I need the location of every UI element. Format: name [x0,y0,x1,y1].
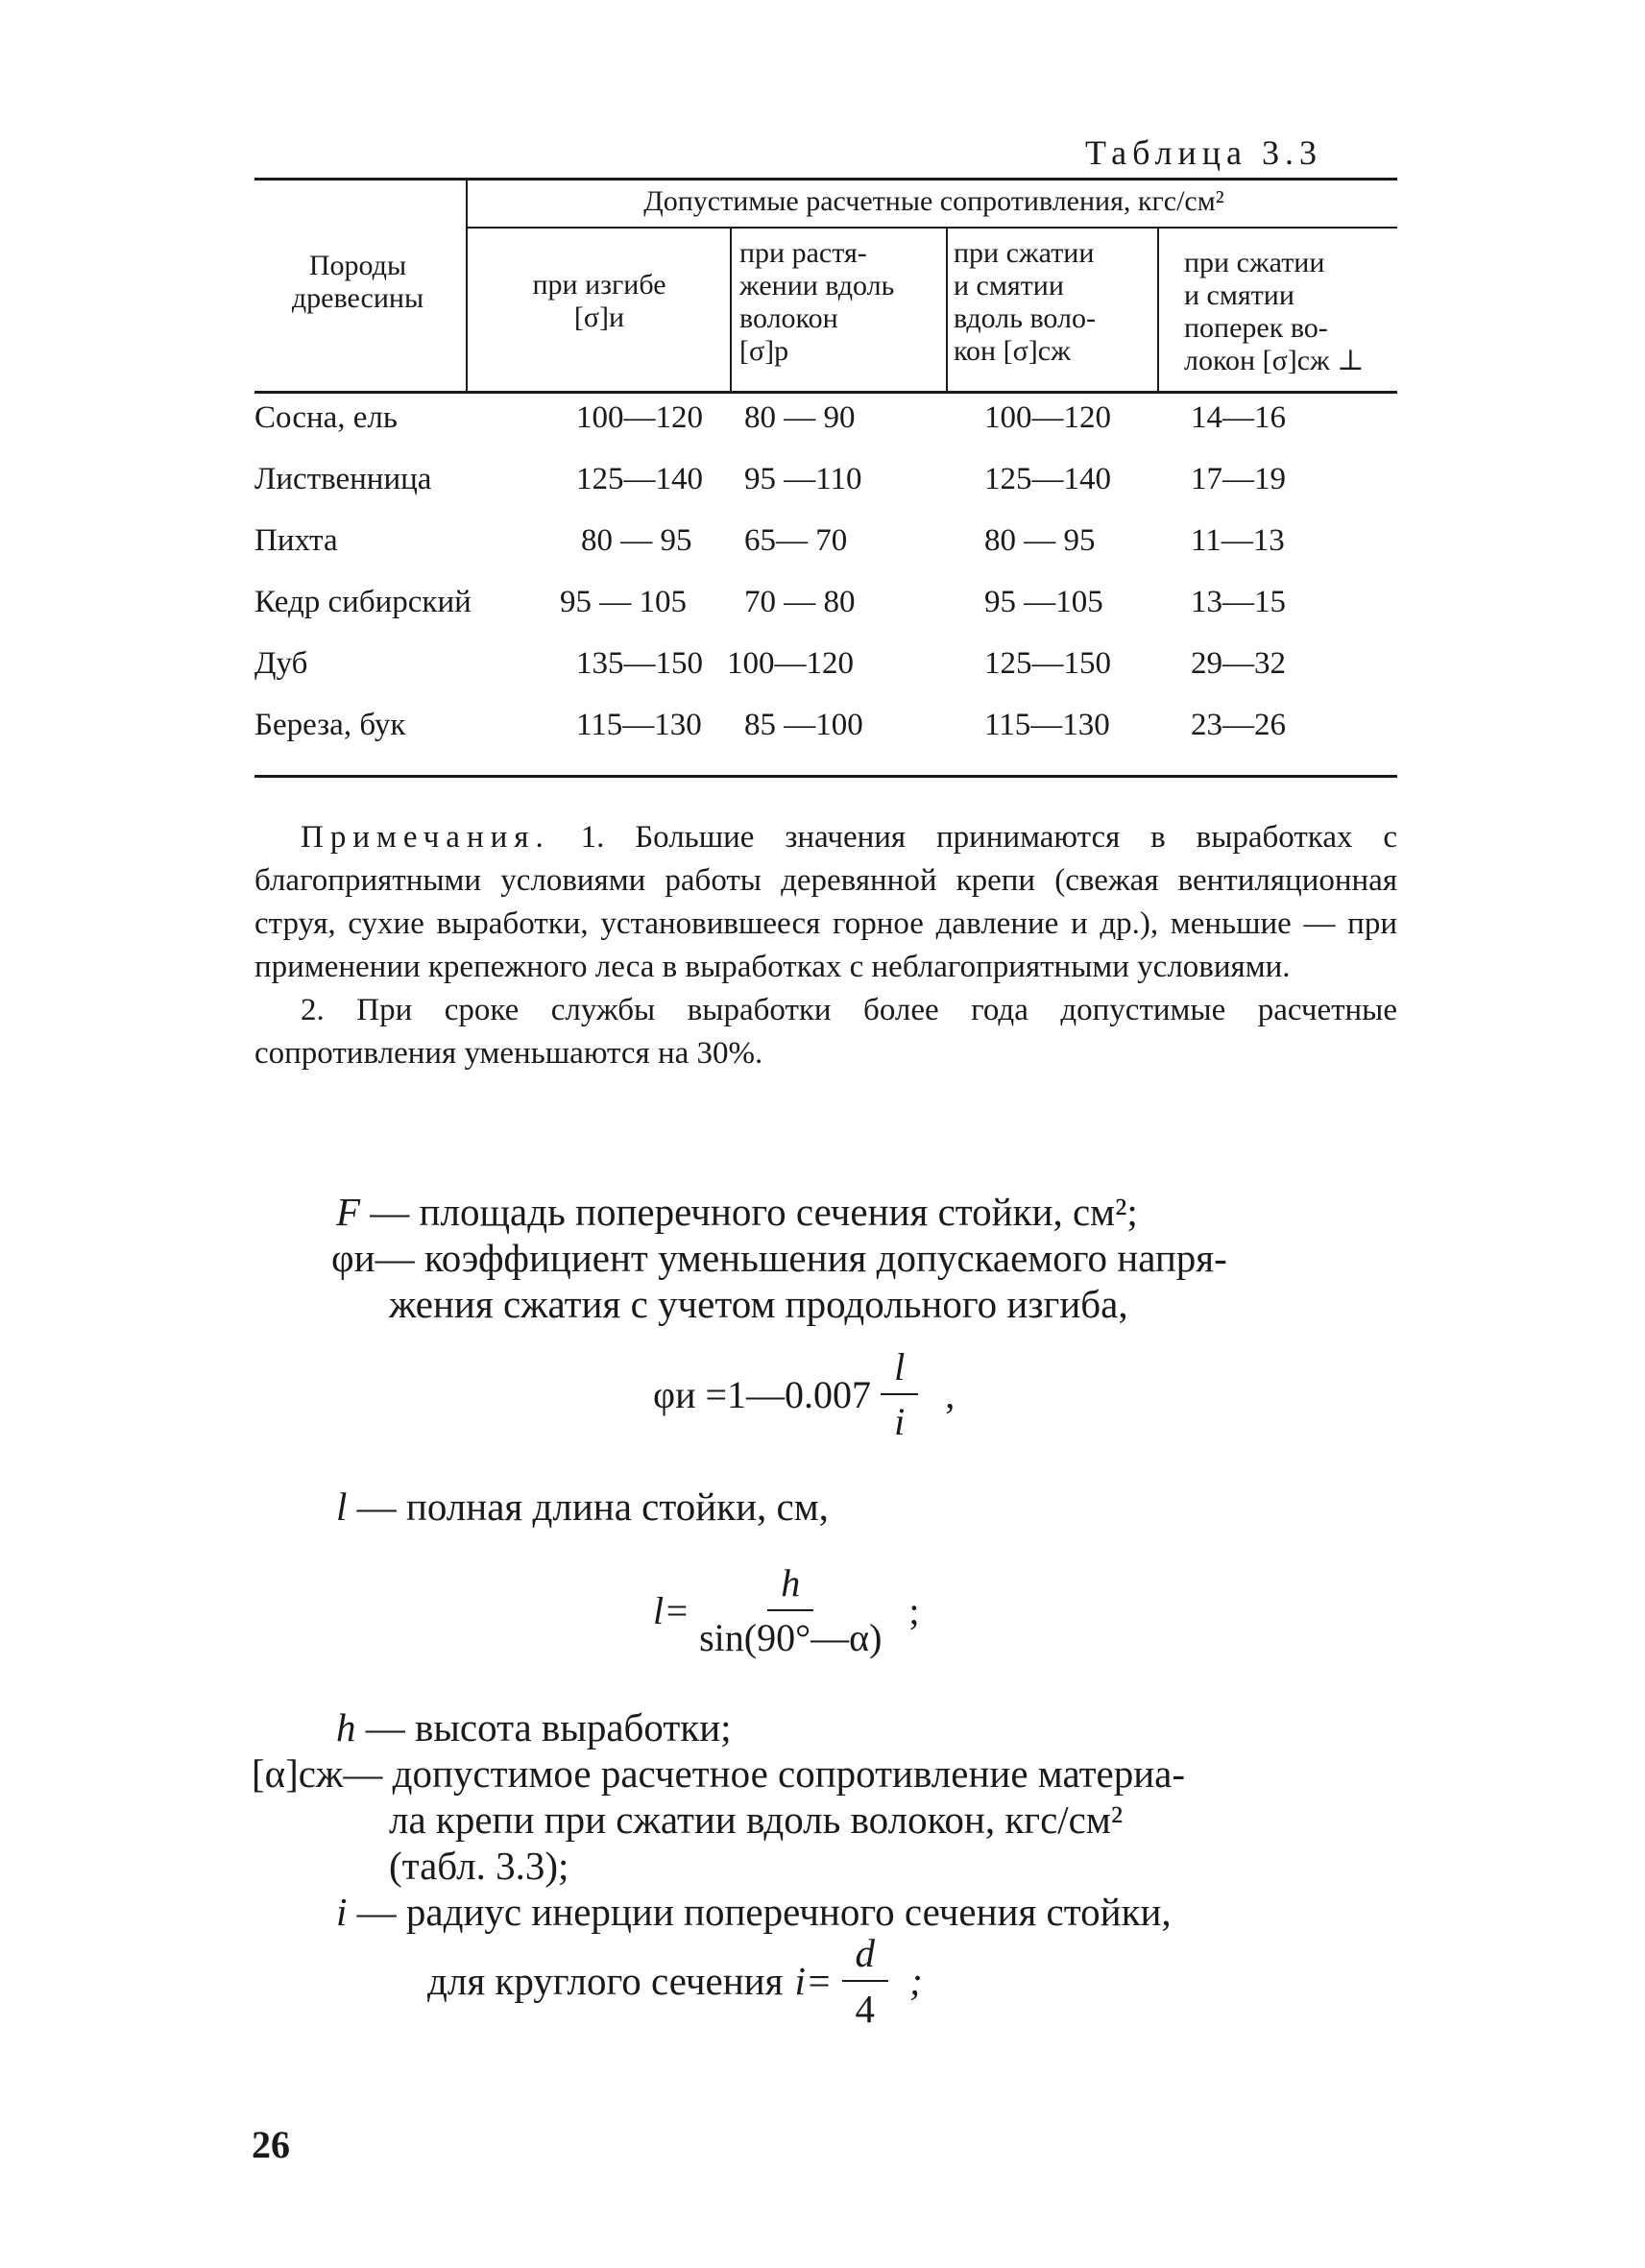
bending-cell: 115—130 [576,708,702,742]
fraction-d-over-4 [842,1930,889,2032]
fraction-h-over-sin [699,1560,882,1660]
header-compression-along: при сжатии и смятии вдоль воло- кон [σ]сж [954,237,1096,367]
symbol-allowable-stress: [α]сж [252,1751,344,1796]
formula-i-lhs: i= [794,1959,833,2003]
header-tension: при растя- жении вдоль волокон [σ]р [739,237,895,367]
compression-across-cell: 14—16 [1191,400,1286,435]
compression-across-cell: 11—13 [1191,523,1285,558]
table-row [254,462,1397,523]
definition-l-text: — полная длина стойки, см, [356,1484,829,1529]
tension-cell: 65— 70 [744,523,848,558]
symbol-l: l [336,1484,348,1529]
page-number: 26 [252,2123,290,2166]
formula-phi-tail: , [945,1372,956,1416]
compression-along-cell: 100—120 [984,400,1111,435]
species-cell: Лиственница [254,462,432,496]
header-compression-across: при сжатии и смятии поперек во- локон [σ]сж ⊥ [1184,247,1365,376]
formula-l [653,1560,920,1660]
symbol-phi: φи [331,1236,375,1280]
definition-i-text: — радиус инерции поперечного сечения стойки, [356,1890,1172,1934]
table-row [254,585,1397,646]
formula-i [427,1930,923,2032]
compression-across-cell: 23—26 [1191,708,1286,742]
table-bottom-rule [254,775,1397,778]
definition-allowable-stress-line2: ла крепи при сжатии вдоль волокон, кгс/см² [389,1798,1124,1842]
table-row [254,523,1397,585]
note-1-text: 1. Большие значения принимаются в выработках с благоприятными условиями работы деревянной крепи (свежая вентиляционная струя, сухие выработки, установившееся горное давление и др.), меньшие — при применении крепежного леса в выработках с неблагоприятными условиями. [254,820,1397,984]
table-row [254,400,1397,462]
symbol-F: F [336,1190,361,1234]
fraction-numerator: d [842,1930,889,1982]
column-divider [946,228,948,391]
definition-allowable-stress [252,1750,1185,1797]
compression-along-cell: 95 —105 [984,585,1103,619]
notes-label: Примечания. [301,820,550,855]
definition-phi [331,1235,1227,1281]
fraction-denominator: 4 [855,1987,876,2031]
symbol-h: h [336,1705,356,1749]
header-group-rule [468,227,1397,229]
column-divider [1157,228,1159,391]
definition-l [336,1484,829,1530]
formula-phi-lhs: φи =1—0.007 [653,1372,872,1416]
tension-cell: 70 — 80 [744,585,856,619]
definition-F-text: — площадь поперечного сечения стойки, см²; [370,1190,1138,1234]
formula-i-tail: ; [909,1959,923,2003]
bending-cell: 135—150 [576,646,703,681]
formula-l-lhs: l= [653,1588,690,1632]
definition-allowable-stress-line3: (табл. 3.3); [389,1844,569,1888]
species-cell: Пихта [254,523,338,558]
column-divider [730,228,732,391]
header-bending: при изгибе [σ]и [532,269,666,333]
compression-along-cell: 125—150 [984,646,1111,681]
compression-across-cell: 17—19 [1191,462,1286,496]
definition-h [336,1704,732,1750]
formula-phi [653,1344,955,1444]
fraction-numerator: l [881,1344,918,1395]
species-cell: Сосна, ель [254,400,398,435]
compression-across-cell: 29—32 [1191,646,1286,681]
column-divider [466,181,468,391]
header-group: Допустимые расчетные сопротивления, кгс/см² [643,185,1224,217]
table-row [254,646,1397,708]
compression-across-cell: 13—15 [1191,585,1286,619]
tension-cell: 80 — 90 [744,400,856,435]
note-1 [254,816,1397,989]
definition-phi-line2: жения сжатия с учетом продольного изгиба, [389,1282,1128,1326]
note-2: 2. При сроке службы выработки более года допустимые расчетные сопротивления уменьшаются на 30%. [254,993,1397,1071]
bending-cell: 80 — 95 [581,523,692,558]
formula-l-tail: ; [908,1588,920,1632]
species-cell: Дуб [254,646,308,681]
table-top-rule [254,178,1397,181]
definition-i [336,1889,1172,1935]
table-row [254,708,1397,769]
compression-along-cell: 125—140 [984,462,1111,496]
bending-cell: 100—120 [576,400,703,435]
definition-F [336,1189,1138,1235]
header-bottom-rule [254,391,1397,394]
fraction-numerator: h [767,1560,813,1611]
tension-cell: 100—120 [727,646,854,681]
fraction-l-over-i [881,1344,918,1444]
bending-cell: 125—140 [576,462,703,496]
symbol-i: i [336,1890,348,1934]
fraction-denominator: sin(90°—α) [699,1616,883,1659]
tension-cell: 85 —100 [744,708,863,742]
header-species: Породы древесины [291,250,424,314]
tension-cell: 95 —110 [744,462,862,496]
definition-allowable-stress-text: — допустимое расчетное сопротивление материа- [343,1751,1186,1796]
species-cell: Береза, бук [254,708,406,742]
table-notes [254,816,1397,1075]
compression-along-cell: 115—130 [984,708,1110,742]
table-caption: Таблица 3.3 [1085,133,1322,172]
fraction-denominator: i [894,1400,906,1443]
bending-cell: 95 — 105 [560,585,687,619]
definition-h-text: — высота выработки; [365,1705,732,1749]
species-cell: Кедр сибирский [254,585,472,619]
definition-phi-text: — коэффициент уменьшения допускаемого напря- [375,1236,1227,1280]
definition-i-text-2: для круглого сечения [427,1959,784,2003]
compression-along-cell: 80 — 95 [984,523,1096,558]
